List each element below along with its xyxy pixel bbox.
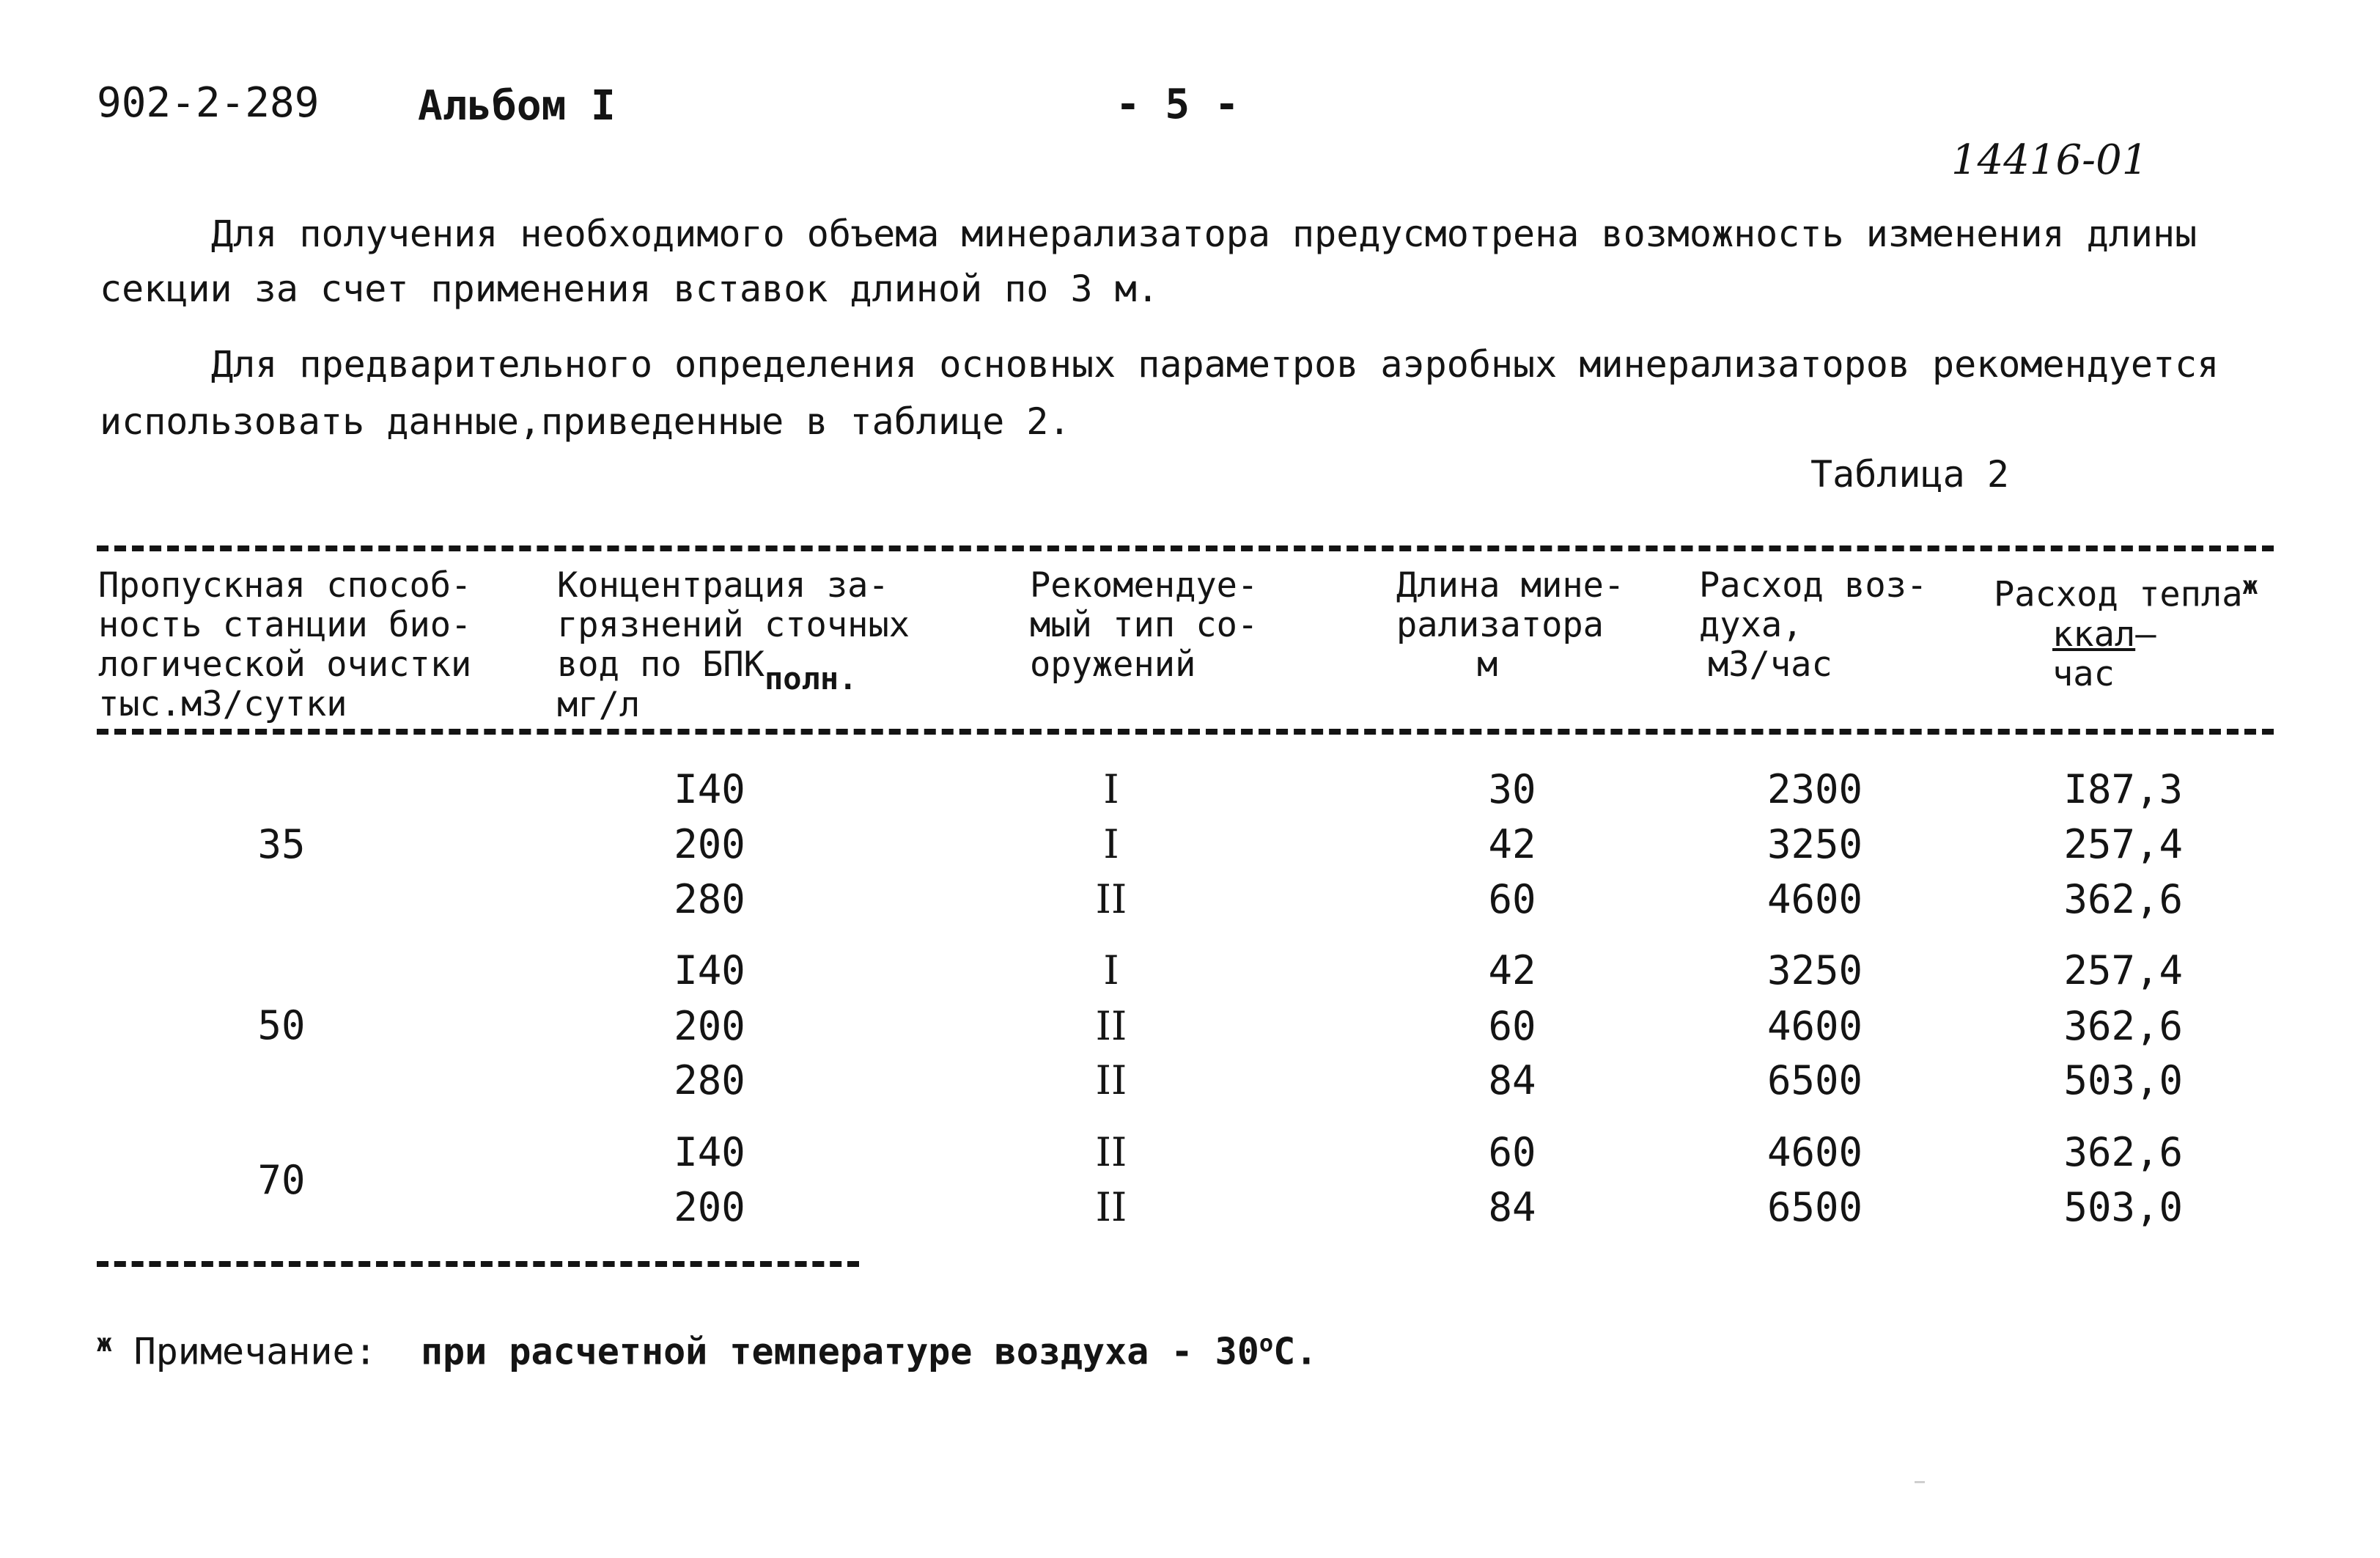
paragraph-2-line-1: Для предварительного определения основных параметров аэробных минерализаторов рекомендуется [211,343,2219,386]
table-cell-length: 60 [1488,1003,1536,1049]
table-cell-length: 42 [1488,947,1536,993]
table-header-rule [97,729,2274,735]
table-cell-conc: I40 [674,947,745,993]
footnote-mark: ж [2242,571,2258,600]
table-cell-conc: 280 [674,876,745,922]
header-mineralizer-length: Длина мине- рализатора м [1396,565,1625,685]
footnote-text: при расчетной температуре воздуха - 30 [420,1330,1259,1373]
table-top-rule [97,545,2274,551]
table-cell-conc: I40 [674,1129,745,1175]
table-bottom-rule [97,1261,859,1267]
table-cell-heat: 503,0 [2063,1184,2183,1230]
capacity-value: 70 [257,1156,306,1203]
header-air-consumption: Расход воз- духа, м3/час [1699,565,1928,685]
table-cell-air: 4600 [1766,876,1863,922]
table-cell-air: 4600 [1766,1003,1863,1049]
subscript-poln: полн. [764,661,858,697]
table-cell-air: 4600 [1766,1129,1863,1175]
paragraph-2-line-2: использовать данные,приведенные в таблице 2. [100,400,1071,443]
footnote-unit: C. [1273,1330,1318,1373]
header-structure-type: Рекомендуе- мый тип со- оружений [1030,565,1259,685]
table-cell-type: II [1095,1184,1127,1230]
table-cell-conc: 200 [674,1003,745,1049]
table-cell-type: II [1095,1003,1127,1049]
table-cell-length: 60 [1488,876,1536,922]
paragraph-1-line-2: секции за счет применения вставок длиной по 3 м. [100,268,1159,310]
page-number: - 5 - [1116,81,1239,128]
table-cell-air: 3250 [1766,821,1863,867]
table-cell-type: II [1095,1057,1127,1103]
footnote-mark-note: ж [97,1329,112,1358]
table-cell-length: 84 [1488,1057,1536,1103]
handwritten-stamp: 14416-01 [1951,136,2148,184]
table-cell-heat: 257,4 [2063,947,2183,993]
footnote [97,1329,1317,1373]
table-caption: Таблица 2 [1810,453,2009,496]
table-cell-type: II [1095,876,1127,922]
album-label: Альбом I [418,82,616,130]
header-heat-consumption: Расход тепла$^ж$ ккал– час [1994,571,2258,694]
table-cell-heat: 257,4 [2063,821,2183,867]
table-cell-length: 42 [1488,821,1536,867]
footnote-label: Примечание: [133,1330,377,1373]
table-cell-heat: 362,6 [2063,876,2183,922]
table-cell-length: 84 [1488,1184,1536,1230]
table-cell-length: 60 [1488,1129,1536,1175]
table-cell-conc: 280 [674,1057,745,1103]
capacity-value: 50 [257,1002,306,1048]
table-cell-heat: 362,6 [2063,1129,2183,1175]
table-cell-air: 6500 [1766,1184,1863,1230]
table-cell-conc: I40 [674,766,745,812]
table-cell-air: 2300 [1766,766,1863,812]
header-capacity: Пропускная способ- ность станции био- логической очистки тыс.м3/сутки [98,565,472,724]
table-cell-heat: 503,0 [2063,1057,2183,1103]
scan-speck [1915,1481,1925,1483]
paragraph-1-line-1: Для получения необходимого объема минерализатора предусмотрена возможность изменения длины [211,213,2197,255]
table-cell-air: 6500 [1766,1057,1863,1103]
table-cell-conc: 200 [674,821,745,867]
degree-mark: o [1259,1329,1274,1357]
table-cell-heat: I87,3 [2063,766,2183,812]
capacity-value: 35 [257,821,306,867]
table-cell-type: I [1103,947,1119,993]
table-cell-conc: 200 [674,1184,745,1230]
table-cell-air: 3250 [1766,947,1863,993]
document-number: 902-2-289 [97,79,320,127]
table-cell-type: I [1103,821,1119,867]
table-cell-type: I [1103,766,1119,812]
table-cell-heat: 362,6 [2063,1003,2183,1049]
table-cell-length: 30 [1488,766,1536,812]
table-cell-type: II [1095,1129,1127,1175]
header-concentration: Концентрация за- грязнений сточных вод по БПКполн. мг/л [557,565,910,725]
